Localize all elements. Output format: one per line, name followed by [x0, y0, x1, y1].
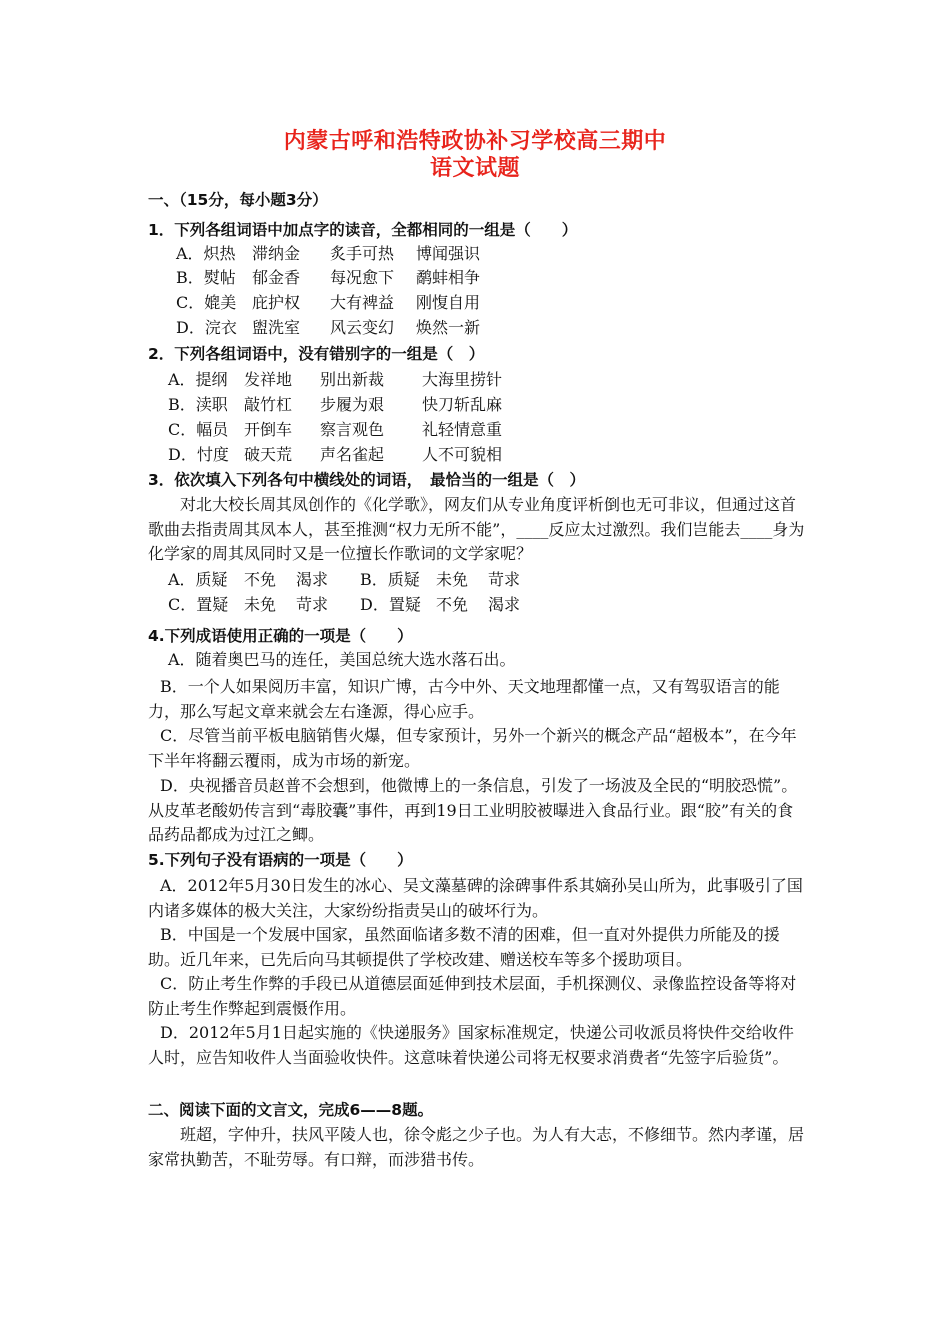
q1-stem: 1．下列各组词语中加点字的读音，全都相同的一组是（ ）: [148, 221, 578, 239]
q4-option-a: A．随着奥巴马的连任，美国总统大选水落石出。: [168, 650, 516, 669]
q3-options-row-2: C．置疑 未免 苛求 D．置疑 不免 渴求: [168, 595, 521, 614]
q4-option-b: B．一个人如果阅历丰富，知识广博，古今中外、天文地理都懂一点，又有驾驭语言的能力，那么写起文章来就会左右逢源，得心应手。: [148, 677, 780, 721]
title-line-2: 语文试题: [429, 156, 520, 181]
q4-stem: 4.下列成语使用正确的一项是（ ）: [148, 627, 413, 645]
title-line-1: 内蒙古呼和浩特政协补习学校高三期中: [283, 129, 667, 154]
section-1-heading: 一、（15分，每小题3分）: [148, 191, 328, 209]
q1-option-b: B．熨帖 郁金香 每况愈下 鹬蚌相争: [176, 268, 481, 287]
section-2-heading: 二、阅读下面的文言文，完成6——8题。: [148, 1101, 434, 1119]
q3-stem: 3．依次填入下列各句中横线处的词语， 最恰当的一组是（ ）: [148, 471, 586, 489]
q2-stem: 2．下列各组词语中，没有错别字的一组是（ ）: [148, 345, 485, 363]
q4-option-d: D．央视播音员赵普不会想到，他微博上的一条信息，引发了一场波及全民的“明胶恐慌”。从皮革老酸奶传言到“毒胶囊”事件，再到19日工业明胶被曝进入食品行业。跟“胶”有关的食品药品都成为过江之鲫。: [148, 776, 798, 844]
q4-option-c: C．尽管当前平板电脑销售火爆，但专家预计，另外一个新兴的概念产品“超极本”，在今年下半年将翻云覆雨，成为市场的新宠。: [148, 726, 797, 770]
q2-option-d: D．忖度 破天荒 声名雀起 人不可貌相: [168, 445, 503, 464]
q5-option-c: C．防止考生作弊的手段已从道德层面延伸到技术层面，手机探测仪、录像监控设备等将对防止考生作弊起到震慑作用。: [148, 974, 797, 1018]
q3-options-row-1: A．质疑 不免 渴求 B．质疑 未免 苛求: [168, 570, 521, 589]
q2-option-c: C．幅员 开倒车 察言观色 礼轻情意重: [168, 420, 503, 439]
q2-option-b: B．渎职 敲竹杠 步履为艰 快刀斩乱麻: [168, 395, 503, 414]
q5-option-b: B．中国是一个发展中国家，虽然面临诸多数不清的困难，但一直对外提供力所能及的援助。近几年来，已先后向马其顿提供了学校改建、赠送校车等多个援助项目。: [148, 925, 780, 969]
q5-option-a: A．2012年5月30日发生的冰心、吴文藻墓碑的涂碑事件系其嫡孙吴山所为，此事吸引了国内诸多媒体的极大关注，大家纷纷指责吴山的破坏行为。: [148, 876, 803, 920]
q2-option-a: A．提纲 发祥地 别出新裁 大海里捞针: [168, 370, 503, 389]
q1-option-d: D．浣衣 盥洗室 风云变幻 焕然一新: [176, 318, 481, 337]
q5-stem: 5.下列句子没有语病的一项是（ ）: [148, 851, 413, 869]
classical-passage: 班超，字仲升，扶风平陵人也，徐令彪之少子也。为人有大志，不修细节。然内孝谨，居家常执勤苦，不耻劳辱。有口辩，而涉猎书传。: [148, 1125, 805, 1169]
q3-passage: 对北大校长周其凤创作的《化学歌》，网友们从专业角度评析倒也无可非议，但通过这首歌曲去指责周其凤本人，甚至推测“权力无所不能”，____反应太过激烈。我们岂能去____身为化学家的周其凤同时又是一位擅长作歌词的文学家呢？: [148, 495, 805, 563]
q1-option-a: A．炽热 滞纳金 炙手可热 博闻强识: [176, 244, 481, 263]
q5-option-d: D．2012年5月1日起实施的《快递服务》国家标准规定，快递公司收派员将快件交给收件人时，应告知收件人当面验收快件。这意味着快递公司将无权要求消费者“先签字后验货”。: [148, 1023, 794, 1067]
q1-option-c: C．媲美 庇护权 大有裨益 刚愎自用: [176, 293, 481, 312]
